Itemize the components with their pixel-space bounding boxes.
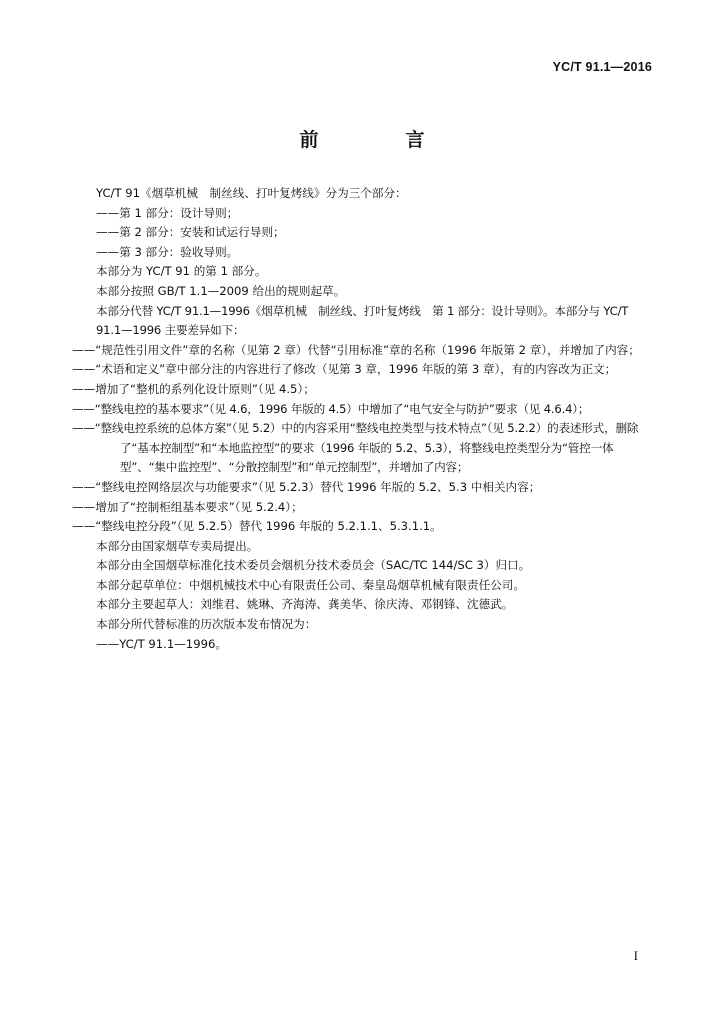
list-item-previous-edition: ——YC/T 91.1—1996。: [96, 636, 227, 651]
list-item-change: ——“术语和定义”章中部分注的内容进行了修改（见第 3 章，1996 年版的第 3 章），有的内容改为正文；: [72, 362, 617, 377]
paragraph-drafting-rules: 本部分按照 GB/T 1.1—2009 给出的规则起草。: [96, 283, 346, 298]
foreword-body: [72, 184, 654, 654]
list-item-change: ——“规范性引用文件”章的名称（见第 2 章）代替“引用标准”章的名称（1996 年版第 2 章），并增加了内容；: [72, 342, 640, 357]
list-item-change: ——“整线电控分段”（见 5.2.5）替代 1996 年版的 5.2.1.1、5.3.1.1。: [72, 519, 442, 534]
list-item-part-1: ——第 1 部分：设计导则；: [96, 205, 239, 220]
list-item-part-3: ——第 3 部分：验收导则。: [96, 244, 239, 259]
paragraph-responsible-committee: 本部分由全国烟草标准化技术委员会烟机分技术委员会（SAC/TC 144/SC 3）归口。: [96, 558, 531, 573]
paragraph-part-statement: 本部分为 YC/T 91 的第 1 部分。: [96, 264, 267, 279]
paragraph-previous-editions: 本部分所代替标准的历次版本发布情况为：: [96, 617, 317, 632]
page-number: I: [633, 948, 638, 963]
paragraph-drafters: 本部分主要起草人：刘维君、姚琳、齐海涛、龚美华、徐庆涛、邓钢锋、沈德武。: [96, 597, 514, 612]
list-item-change: ——“整线电控的基本要求”（见 4.6，1996 年版的 4.5）中增加了“电气安全与防护”要求（见 4.6.4）；: [72, 401, 590, 416]
paragraph-replacement: 本部分代替 YC/T 91.1—1996《烟草机械 制丝线、打叶复烤线 第 1 部分：设计导则》。本部分与 YC/T 91.1—1996 主要差异如下：: [96, 303, 629, 338]
list-item-part-2: ——第 2 部分：安装和试运行导则；: [96, 225, 285, 240]
paragraph-intro: YC/T 91《烟草机械 制丝线、打叶复烤线》分为三个部分：: [96, 186, 407, 200]
standard-code: YC/T 91.1—2016: [552, 60, 652, 74]
paragraph-drafting-organizations: 本部分起草单位：中烟机械技术中心有限责任公司、秦皇岛烟草机械有限责任公司。: [96, 577, 525, 592]
list-item-change: ——增加了“整机的系列化设计原则”（见 4.5）；: [72, 381, 315, 396]
list-item-change: ——“整线电控网络层次与功能要求”（见 5.2.3）替代 1996 年版的 5.2、5.3 中相关内容；: [72, 479, 541, 494]
list-item-change: ——增加了“控制柜组基本要求”（见 5.2.4）；: [72, 499, 303, 514]
paragraph-proposed-by: 本部分由国家烟草专卖局提出。: [96, 538, 259, 553]
list-item-change: ——“整线电控系统的总体方案”（见 5.2）中的内容采用“整线电控类型与技术特点”（见 5.2.2）的表述形式，删除了“基本控制型”和“本地监控型”的要求（1996 年版的 5.2、5.3），将整线电控类型分为“管控一体型”、“集中监控型”、“分散控制型”和“单元控制型”，并增加了内容；: [72, 421, 639, 475]
page-title: 前 言: [299, 129, 459, 151]
